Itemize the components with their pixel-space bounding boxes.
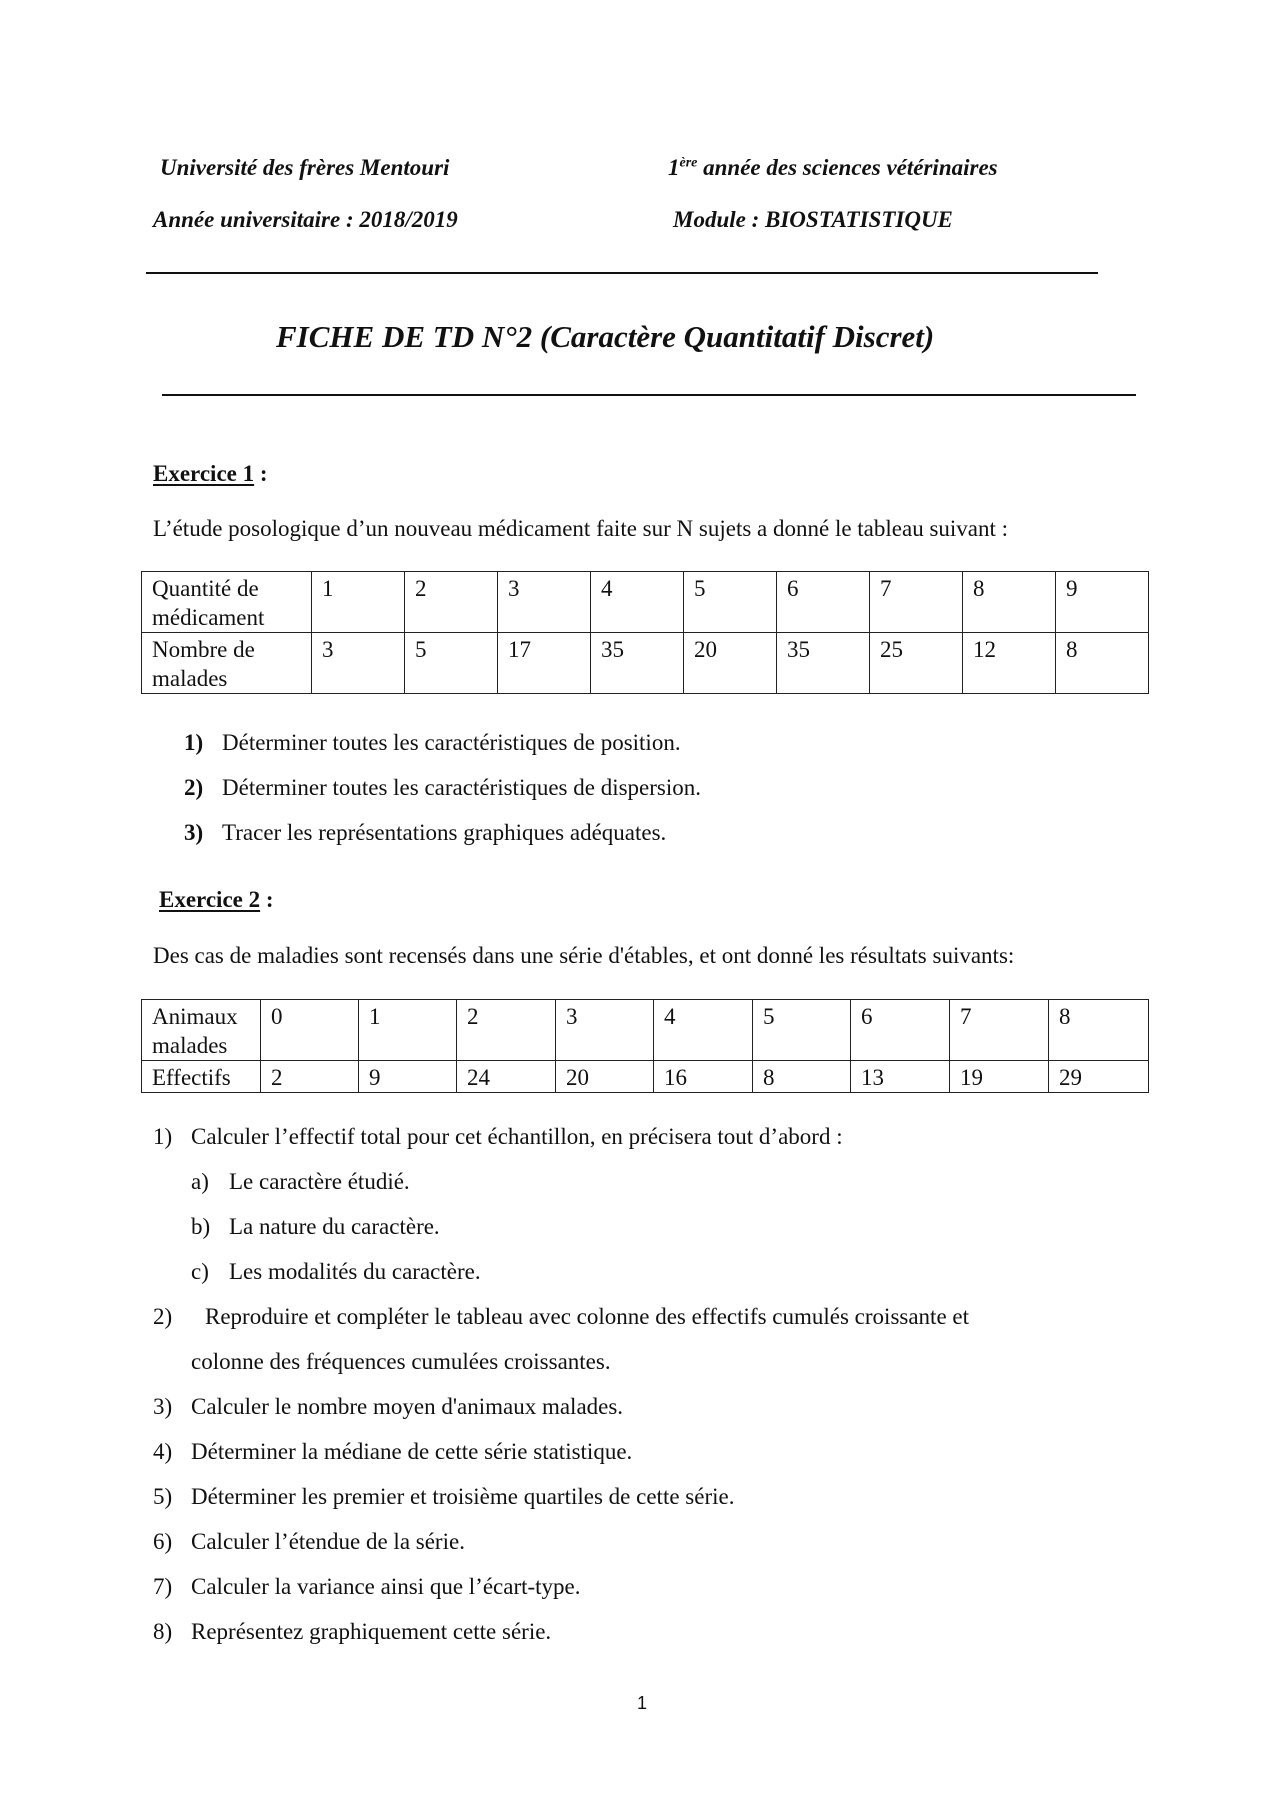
exercise2-question [153,1394,623,1420]
table-cell: 6 [851,1000,950,1061]
question-text: Tracer les représentations graphiques adéquates. [222,820,667,845]
table-cell: 5 [405,633,498,694]
exercise1-question [184,730,681,756]
table-cell: 29 [1049,1061,1149,1093]
exercise2-heading-colon: : [260,887,274,912]
subquestion-letter: b) [191,1214,211,1239]
exercise1-heading-colon: : [254,461,268,486]
module-name: Module : BIOSTATISTIQUE [673,207,953,232]
header-divider [146,272,1098,274]
exercise2-table [141,999,1149,1093]
question-text: Calculer la variance ainsi que l’écart-type. [191,1574,581,1599]
table-cell: 7 [950,1000,1049,1061]
question-number: 5) [153,1484,173,1509]
table-cell: 1 [359,1000,457,1061]
table-cell: 3 [498,572,591,633]
subquestion-text: Les modalités du caractère. [229,1259,481,1284]
question-number: 2) [184,775,204,800]
table-row [142,633,1149,694]
exercise1-intro: L’étude posologique d’un nouveau médicament faite sur N sujets a donné le tableau suivant : [153,516,1009,541]
exercise2-subquestion [191,1259,481,1285]
question-text: Calculer l’effectif total pour cet échantillon, en précisera tout d’abord : [191,1124,843,1149]
table-cell: 2 [457,1000,556,1061]
table-cell: 8 [1056,633,1149,694]
academic-year: Année universitaire : 2018/2019 [153,207,458,232]
table-cell: 17 [498,633,591,694]
question-number: 6) [153,1529,173,1554]
table-cell: 8 [753,1061,851,1093]
question-number: 3) [184,820,204,845]
table-cell: 7 [870,572,963,633]
study-year-number: 1 [668,155,680,180]
table-cell: 4 [591,572,684,633]
question-text: Calculer l’étendue de la série. [191,1529,465,1554]
exercise1-heading-label: Exercice 1 [153,461,255,486]
table-cell: 8 [1049,1000,1149,1061]
table-cell: 3 [312,633,405,694]
table-cell: 8 [963,572,1056,633]
table-cell: 5 [684,572,777,633]
question-number: 3) [153,1394,173,1419]
table-cell: 1 [312,572,405,633]
question-number: 7) [153,1574,173,1599]
study-year-text: année des sciences vétérinaires [697,155,998,180]
exercise2-subquestion [191,1214,440,1240]
table-cell: 20 [556,1061,654,1093]
question-number: 1) [184,730,204,755]
page-number: 1 [637,1693,648,1713]
exercise2-question [153,1484,734,1510]
exercise1-table [141,571,1149,694]
question-text: Reproduire et compléter le tableau avec colonne des effectifs cumulés croissante et [205,1304,969,1329]
exercise2-question [153,1529,465,1555]
table-cell: 0 [261,1000,359,1061]
title-divider [162,394,1136,396]
table-cell: 25 [870,633,963,694]
question-text: Déterminer les premier et troisième quartiles de cette série. [191,1484,735,1509]
table-cell: 5 [753,1000,851,1061]
table-cell: 9 [1056,572,1149,633]
exercise1-heading [153,461,268,487]
exercise2-question [153,1619,551,1645]
table-row-label: Nombre de malades [142,633,312,694]
question-text: Représentez graphiquement cette série. [191,1619,552,1644]
exercise2-question [153,1574,581,1600]
study-year-superscript: ère [679,155,698,171]
question-text: Calculer le nombre moyen d'animaux malades. [191,1394,624,1419]
question-number: 4) [153,1439,173,1464]
subquestion-text: La nature du caractère. [229,1214,440,1239]
question-number: 2) [153,1304,173,1329]
table-row-label: Quantité de médicament [142,572,312,633]
subquestion-text: Le caractère étudié. [229,1169,410,1194]
question-number: 8) [153,1619,173,1644]
table-cell: 6 [777,572,870,633]
table-cell: 35 [777,633,870,694]
table-cell: 4 [654,1000,753,1061]
table-cell: 16 [654,1061,753,1093]
subquestion-letter: a) [191,1169,209,1194]
exercise2-intro: Des cas de maladies sont recensés dans une série d'étables, et ont donné les résultats suivants: [153,943,1015,968]
exercise1-question [184,775,701,801]
table-row [142,572,1149,633]
table-cell: 12 [963,633,1056,694]
table-cell: 3 [556,1000,654,1061]
table-row [142,1061,1149,1093]
table-row-label: Effectifs [142,1061,261,1093]
question-text: Déterminer la médiane de cette série statistique. [191,1439,633,1464]
table-cell: 9 [359,1061,457,1093]
university-name: Université des frères Mentouri [160,155,450,180]
table-cell: 19 [950,1061,1049,1093]
table-cell: 24 [457,1061,556,1093]
table-cell: 20 [684,633,777,694]
exercise2-question [153,1124,843,1150]
question-number: 1) [153,1124,173,1149]
exercise2-question-continuation: colonne des fréquences cumulées croissantes. [191,1349,611,1374]
exercise2-subquestion [191,1169,410,1195]
table-cell: 2 [405,572,498,633]
question-text: Déterminer toutes les caractéristiques de position. [222,730,681,755]
table-row-label: Animaux malades [142,1000,261,1061]
exercise1-question [184,820,666,846]
exercise2-question [153,1304,969,1330]
table-row [142,1000,1149,1061]
study-year [668,155,998,181]
exercise2-question [153,1439,632,1465]
page-title: FICHE DE TD N°2 (Caractère Quantitatif Discret) [276,319,935,354]
table-cell: 13 [851,1061,950,1093]
table-cell: 35 [591,633,684,694]
exercise2-heading-label: Exercice 2 [159,887,261,912]
subquestion-letter: c) [191,1259,209,1284]
question-text: Déterminer toutes les caractéristiques de dispersion. [222,775,702,800]
table-cell: 2 [261,1061,359,1093]
exercise2-heading [159,887,274,913]
